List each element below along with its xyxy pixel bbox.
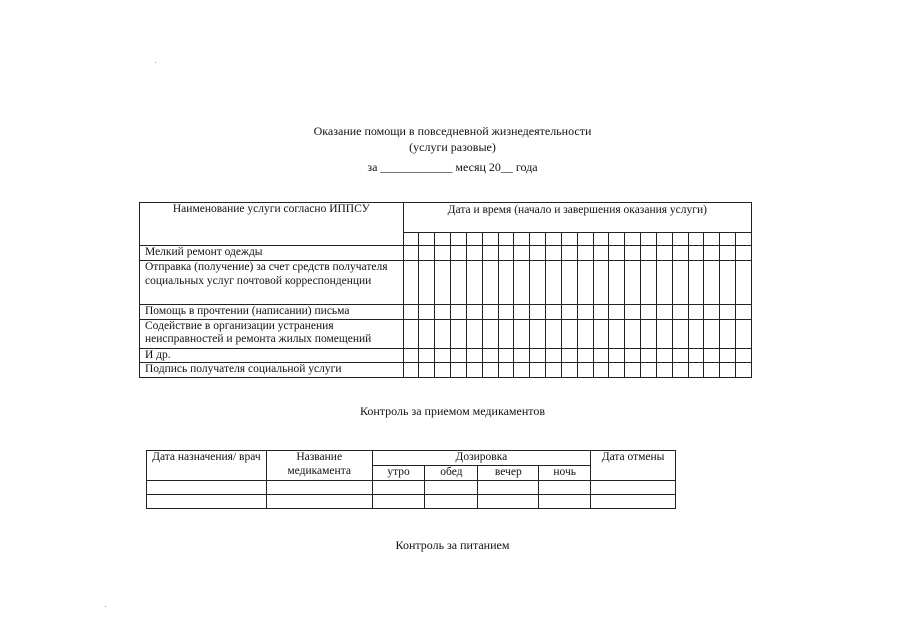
dose-subheader: утро <box>372 465 425 480</box>
date-entry-cell[interactable] <box>625 260 641 304</box>
date-entry-cell[interactable] <box>688 304 704 319</box>
date-column-cell <box>561 233 577 246</box>
date-entry-cell[interactable] <box>514 246 530 261</box>
date-column-cell <box>419 233 435 246</box>
date-column-cell <box>577 233 593 246</box>
date-entry-cell[interactable] <box>498 246 514 261</box>
medication-entry-cell[interactable] <box>372 494 425 508</box>
services-table <box>139 202 752 378</box>
service-name: Мелкий ремонт одежды <box>140 246 404 261</box>
date-column-cell <box>656 233 672 246</box>
date-entry-cell[interactable] <box>720 363 736 378</box>
date-entry-cell[interactable] <box>593 304 609 319</box>
date-entry-cell[interactable] <box>656 304 672 319</box>
medication-entry-cell[interactable] <box>478 480 539 494</box>
date-entry-cell[interactable] <box>736 260 752 304</box>
date-entry-cell[interactable] <box>498 363 514 378</box>
date-column-cell <box>403 233 419 246</box>
date-entry-cell[interactable] <box>720 319 736 348</box>
dose-subheader: обед <box>425 465 478 480</box>
scan-speck <box>105 606 106 607</box>
date-column-cell <box>466 233 482 246</box>
date-entry-cell[interactable] <box>435 260 451 304</box>
date-column-cell <box>514 233 530 246</box>
date-entry-cell[interactable] <box>609 260 625 304</box>
date-entry-cell[interactable] <box>672 348 688 363</box>
medication-entry-cell[interactable] <box>266 494 372 508</box>
date-entry-cell[interactable] <box>736 363 752 378</box>
date-entry-cell[interactable] <box>482 260 498 304</box>
medication-row <box>147 494 676 508</box>
date-entry-cell[interactable] <box>482 363 498 378</box>
col-header-service-name: Наименование услуги согласно ИППСУ <box>140 203 404 246</box>
date-entry-cell[interactable] <box>672 363 688 378</box>
date-entry-cell[interactable] <box>498 348 514 363</box>
date-entry-cell[interactable] <box>672 304 688 319</box>
date-entry-cell[interactable] <box>656 260 672 304</box>
col-header-prescription-date: Дата назначения/ врач <box>147 451 267 481</box>
date-entry-cell[interactable] <box>451 348 467 363</box>
date-entry-cell[interactable] <box>419 319 435 348</box>
document-title: Оказание помощи в повседневной жизнедеятельности <box>313 124 592 138</box>
date-entry-cell[interactable] <box>720 304 736 319</box>
date-entry-cell[interactable] <box>656 363 672 378</box>
date-entry-cell[interactable] <box>466 363 482 378</box>
col-header-dosage: Дозировка <box>372 451 591 466</box>
medication-entry-cell[interactable] <box>539 480 591 494</box>
date-entry-cell[interactable] <box>593 363 609 378</box>
date-entry-cell[interactable] <box>736 304 752 319</box>
date-entry-cell[interactable] <box>530 246 546 261</box>
date-entry-cell[interactable] <box>466 348 482 363</box>
date-entry-cell[interactable] <box>498 304 514 319</box>
date-entry-cell[interactable] <box>577 246 593 261</box>
date-entry-cell[interactable] <box>419 348 435 363</box>
date-entry-cell[interactable] <box>466 319 482 348</box>
date-entry-cell[interactable] <box>688 363 704 378</box>
date-column-cell <box>625 233 641 246</box>
date-entry-cell[interactable] <box>656 348 672 363</box>
date-column-cell <box>498 233 514 246</box>
date-entry-cell[interactable] <box>704 304 720 319</box>
date-entry-cell[interactable] <box>704 363 720 378</box>
date-entry-cell[interactable] <box>609 246 625 261</box>
date-entry-cell[interactable] <box>688 246 704 261</box>
date-column-cell <box>593 233 609 246</box>
service-row <box>140 304 752 319</box>
date-entry-cell[interactable] <box>561 348 577 363</box>
date-entry-cell[interactable] <box>577 260 593 304</box>
date-column-cell <box>435 233 451 246</box>
col-header-medication-name: Название медикамента <box>266 451 372 481</box>
medication-entry-cell[interactable] <box>425 480 478 494</box>
date-entry-cell[interactable] <box>593 260 609 304</box>
date-entry-cell[interactable] <box>403 260 419 304</box>
date-entry-cell[interactable] <box>656 246 672 261</box>
date-entry-cell[interactable] <box>704 246 720 261</box>
service-name: Подпись получателя социальной услуги <box>140 363 404 378</box>
medication-row <box>147 480 676 494</box>
date-entry-cell[interactable] <box>530 304 546 319</box>
date-column-cell <box>482 233 498 246</box>
date-entry-cell[interactable] <box>704 319 720 348</box>
medication-entry-cell[interactable] <box>591 494 676 508</box>
date-column-cell <box>720 233 736 246</box>
date-entry-cell[interactable] <box>466 304 482 319</box>
date-entry-cell[interactable] <box>625 246 641 261</box>
service-row <box>140 363 752 378</box>
date-entry-cell[interactable] <box>641 348 657 363</box>
date-entry-cell[interactable] <box>688 319 704 348</box>
date-entry-cell[interactable] <box>451 319 467 348</box>
date-entry-cell[interactable] <box>498 319 514 348</box>
date-entry-cell[interactable] <box>593 319 609 348</box>
date-entry-cell[interactable] <box>403 363 419 378</box>
date-entry-cell[interactable] <box>688 260 704 304</box>
scan-speck <box>155 62 156 63</box>
date-entry-cell[interactable] <box>403 348 419 363</box>
date-column-cell <box>546 233 562 246</box>
date-column-cell <box>530 233 546 246</box>
date-entry-cell[interactable] <box>403 304 419 319</box>
date-entry-cell[interactable] <box>435 348 451 363</box>
date-entry-cell[interactable] <box>546 348 562 363</box>
date-entry-cell[interactable] <box>498 260 514 304</box>
date-entry-cell[interactable] <box>704 260 720 304</box>
date-entry-cell[interactable] <box>672 260 688 304</box>
date-entry-cell[interactable] <box>419 260 435 304</box>
date-entry-cell[interactable] <box>466 260 482 304</box>
service-row <box>140 319 752 348</box>
date-entry-cell[interactable] <box>625 363 641 378</box>
service-row <box>140 246 752 261</box>
dose-subheader: вечер <box>478 465 539 480</box>
date-column-cell <box>736 233 752 246</box>
date-entry-cell[interactable] <box>672 246 688 261</box>
date-entry-cell[interactable] <box>561 260 577 304</box>
medication-entry-cell[interactable] <box>478 494 539 508</box>
medication-entry-cell[interactable] <box>425 494 478 508</box>
date-entry-cell[interactable] <box>736 319 752 348</box>
date-entry-cell[interactable] <box>419 363 435 378</box>
medication-entry-cell[interactable] <box>591 480 676 494</box>
date-entry-cell[interactable] <box>530 260 546 304</box>
date-entry-cell[interactable] <box>451 260 467 304</box>
date-entry-cell[interactable] <box>403 246 419 261</box>
date-entry-cell[interactable] <box>609 319 625 348</box>
date-entry-cell[interactable] <box>514 304 530 319</box>
date-entry-cell[interactable] <box>482 319 498 348</box>
col-header-dates: Дата и время (начало и завершения оказания услуги) <box>403 203 751 233</box>
date-entry-cell[interactable] <box>577 319 593 348</box>
date-entry-cell[interactable] <box>546 304 562 319</box>
date-entry-cell[interactable] <box>593 246 609 261</box>
section-title-medications: Контроль за приемом медикаментов <box>359 404 546 418</box>
date-entry-cell[interactable] <box>451 304 467 319</box>
date-entry-cell[interactable] <box>641 246 657 261</box>
date-entry-cell[interactable] <box>720 260 736 304</box>
date-entry-cell[interactable] <box>561 246 577 261</box>
date-column-cell <box>672 233 688 246</box>
medication-entry-cell[interactable] <box>372 480 425 494</box>
section-title-nutrition: Контроль за питанием <box>395 538 510 552</box>
service-name: Отправка (получение) за счет средств получателя социальных услуг почтовой корреспонденции <box>140 260 404 304</box>
service-row <box>140 348 752 363</box>
date-entry-cell[interactable] <box>656 319 672 348</box>
date-entry-cell[interactable] <box>530 348 546 363</box>
date-entry-cell[interactable] <box>419 304 435 319</box>
date-entry-cell[interactable] <box>482 246 498 261</box>
date-entry-cell[interactable] <box>403 319 419 348</box>
date-entry-cell[interactable] <box>577 348 593 363</box>
date-entry-cell[interactable] <box>609 304 625 319</box>
date-entry-cell[interactable] <box>625 304 641 319</box>
date-column-cell <box>451 233 467 246</box>
service-name: Содействие в организации устранения неисправностей и ремонта жилых помещений <box>140 319 404 348</box>
date-entry-cell[interactable] <box>625 348 641 363</box>
date-entry-cell[interactable] <box>546 260 562 304</box>
date-entry-cell[interactable] <box>672 319 688 348</box>
date-column-cell <box>641 233 657 246</box>
date-entry-cell[interactable] <box>451 246 467 261</box>
date-entry-cell[interactable] <box>577 304 593 319</box>
date-entry-cell[interactable] <box>514 260 530 304</box>
date-entry-cell[interactable] <box>435 363 451 378</box>
date-entry-cell[interactable] <box>641 319 657 348</box>
date-entry-cell[interactable] <box>419 246 435 261</box>
date-column-cell <box>704 233 720 246</box>
date-entry-cell[interactable] <box>435 246 451 261</box>
date-entry-cell[interactable] <box>609 348 625 363</box>
date-entry-cell[interactable] <box>514 348 530 363</box>
date-entry-cell[interactable] <box>609 363 625 378</box>
date-entry-cell[interactable] <box>530 319 546 348</box>
date-entry-cell[interactable] <box>736 246 752 261</box>
col-header-cancel-date: Дата отмены <box>591 451 676 481</box>
date-entry-cell[interactable] <box>546 319 562 348</box>
date-entry-cell[interactable] <box>482 304 498 319</box>
medication-entry-cell[interactable] <box>147 494 267 508</box>
date-entry-cell[interactable] <box>435 304 451 319</box>
date-column-cell <box>609 233 625 246</box>
date-entry-cell[interactable] <box>641 304 657 319</box>
date-entry-cell[interactable] <box>736 348 752 363</box>
date-entry-cell[interactable] <box>720 246 736 261</box>
date-entry-cell[interactable] <box>688 348 704 363</box>
date-entry-cell[interactable] <box>561 319 577 348</box>
date-entry-cell[interactable] <box>546 363 562 378</box>
date-column-cell <box>688 233 704 246</box>
date-entry-cell[interactable] <box>577 363 593 378</box>
date-entry-cell[interactable] <box>641 260 657 304</box>
medication-entry-cell[interactable] <box>147 480 267 494</box>
period-line: за ____________ месяц 20__ года <box>367 160 538 174</box>
service-row <box>140 260 752 304</box>
date-entry-cell[interactable] <box>435 319 451 348</box>
date-entry-cell[interactable] <box>451 363 467 378</box>
date-entry-cell[interactable] <box>482 348 498 363</box>
date-entry-cell[interactable] <box>546 246 562 261</box>
service-name: И др. <box>140 348 404 363</box>
date-entry-cell[interactable] <box>514 319 530 348</box>
medication-entry-cell[interactable] <box>266 480 372 494</box>
service-name: Помощь в прочтении (написании) письма <box>140 304 404 319</box>
date-entry-cell[interactable] <box>593 348 609 363</box>
date-entry-cell[interactable] <box>720 348 736 363</box>
date-entry-cell[interactable] <box>704 348 720 363</box>
date-entry-cell[interactable] <box>514 363 530 378</box>
medications-table <box>146 450 676 509</box>
medication-entry-cell[interactable] <box>539 494 591 508</box>
date-entry-cell[interactable] <box>641 363 657 378</box>
dose-subheader: ночь <box>539 465 591 480</box>
document-subtitle: (услуги разовые) <box>409 140 496 154</box>
date-entry-cell[interactable] <box>530 363 546 378</box>
date-entry-cell[interactable] <box>561 363 577 378</box>
date-entry-cell[interactable] <box>561 304 577 319</box>
date-entry-cell[interactable] <box>466 246 482 261</box>
date-entry-cell[interactable] <box>625 319 641 348</box>
